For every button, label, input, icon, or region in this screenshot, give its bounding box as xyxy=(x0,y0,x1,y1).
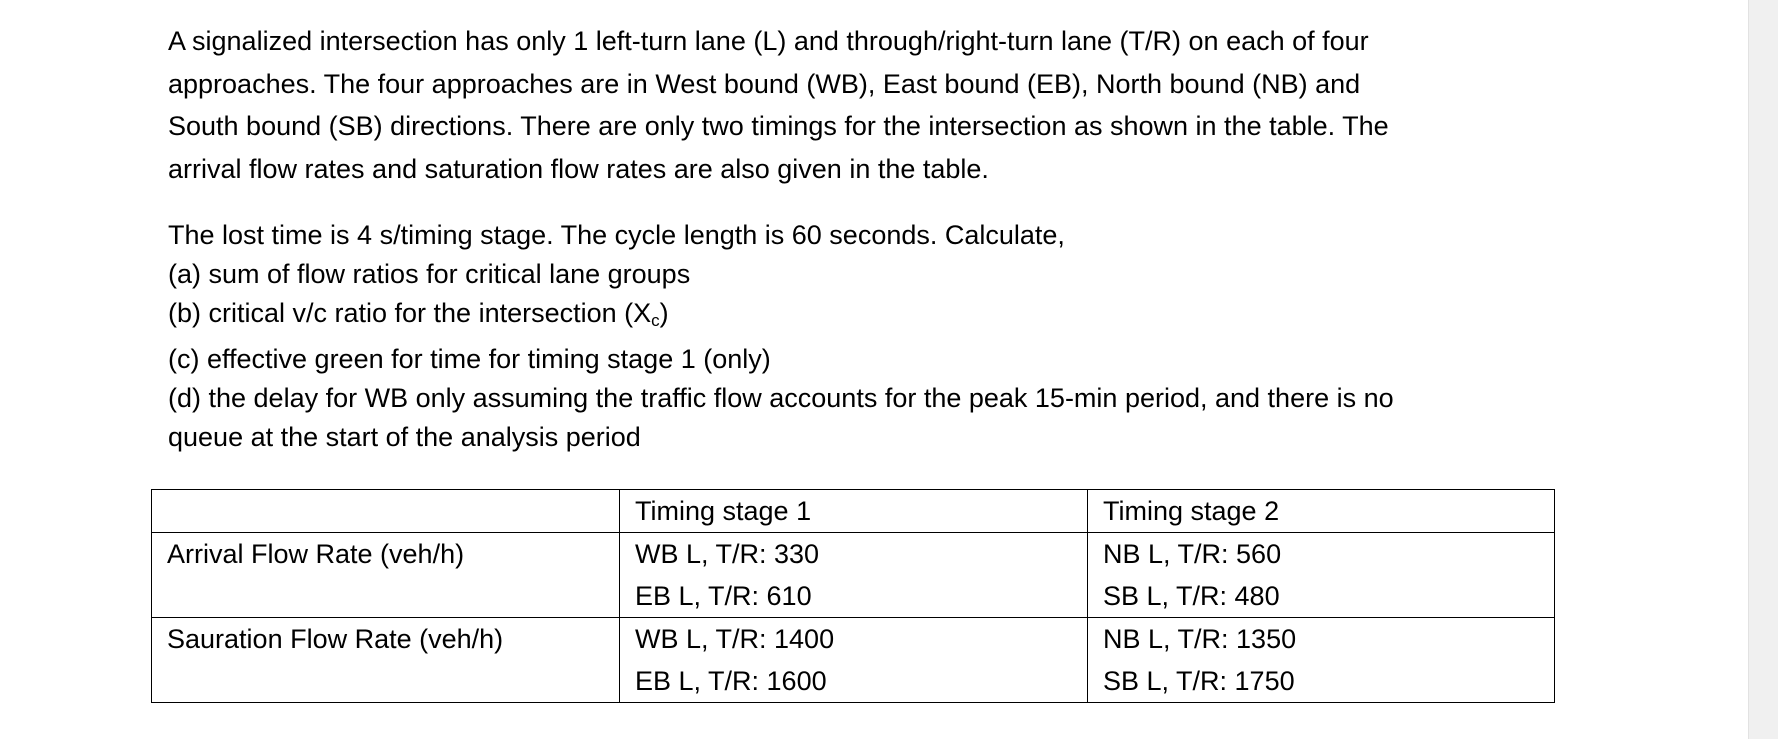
text-line: A signalized intersection has only 1 left-turn lane (L) and through/right-turn lane (T/R) on each of four xyxy=(168,26,1369,56)
table-cell-stage-2 xyxy=(1088,618,1555,703)
questions-block xyxy=(168,216,1394,457)
flow-rate-table xyxy=(151,489,1555,703)
cell-line: EB L, T/R: 1600 xyxy=(635,666,827,696)
cell-line: SB L, T/R: 480 xyxy=(1103,581,1280,611)
table-row-saturation-flow xyxy=(152,618,1555,703)
text-line: arrival flow rates and saturation flow rates are also given in the table. xyxy=(168,153,989,184)
question-d-line-2: queue at the start of the analysis period xyxy=(168,422,641,452)
given-data-line: The lost time is 4 s/timing stage. The cycle length is 60 seconds. Calculate, xyxy=(168,220,1065,250)
question-c: (c) effective green for time for timing stage 1 (only) xyxy=(168,344,771,374)
question-b-end: ) xyxy=(659,298,669,328)
question-d-line-1: (d) the delay for WB only assuming the traffic flow accounts for the peak 15-min period, and there is no xyxy=(168,383,1394,413)
question-a: (a) sum of flow ratios for critical lane groups xyxy=(168,259,691,289)
table-row-arrival-flow xyxy=(152,533,1555,618)
cell-line: NB L, T/R: 560 xyxy=(1103,539,1282,569)
question-b xyxy=(168,294,1394,340)
text-line: South bound (SB) directions. There are only two timings for the intersection as shown in the table. The xyxy=(168,111,1389,141)
cell-line: WB L, T/R: 330 xyxy=(635,539,820,569)
row-label: Sauration Flow Rate (veh/h) xyxy=(152,618,620,703)
table-cell-stage-1 xyxy=(620,618,1088,703)
table-cell-stage-2 xyxy=(1088,533,1555,618)
question-b-text: (b) critical v/c ratio for the intersection (X xyxy=(168,298,652,328)
table-cell-stage-1 xyxy=(620,533,1088,618)
text-line: approaches. The four approaches are in West bound (WB), East bound (EB), North bound (NB) and xyxy=(168,68,1361,99)
cell-line: SB L, T/R: 1750 xyxy=(1103,666,1295,696)
table-header-stage-2: Timing stage 2 xyxy=(1088,490,1555,533)
table-header-row xyxy=(152,490,1555,533)
scrollbar-gutter[interactable] xyxy=(1748,0,1778,739)
problem-description-paragraph xyxy=(168,20,1389,190)
table-header-stage-1: Timing stage 1 xyxy=(620,490,1088,533)
cell-line: WB L, T/R: 1400 xyxy=(635,624,835,654)
cell-line: EB L, T/R: 610 xyxy=(635,581,812,611)
row-label: Arrival Flow Rate (veh/h) xyxy=(152,533,620,618)
question-b-subscript: c xyxy=(651,311,660,330)
table-header-empty xyxy=(152,490,620,533)
cell-line: NB L, T/R: 1350 xyxy=(1103,624,1297,654)
